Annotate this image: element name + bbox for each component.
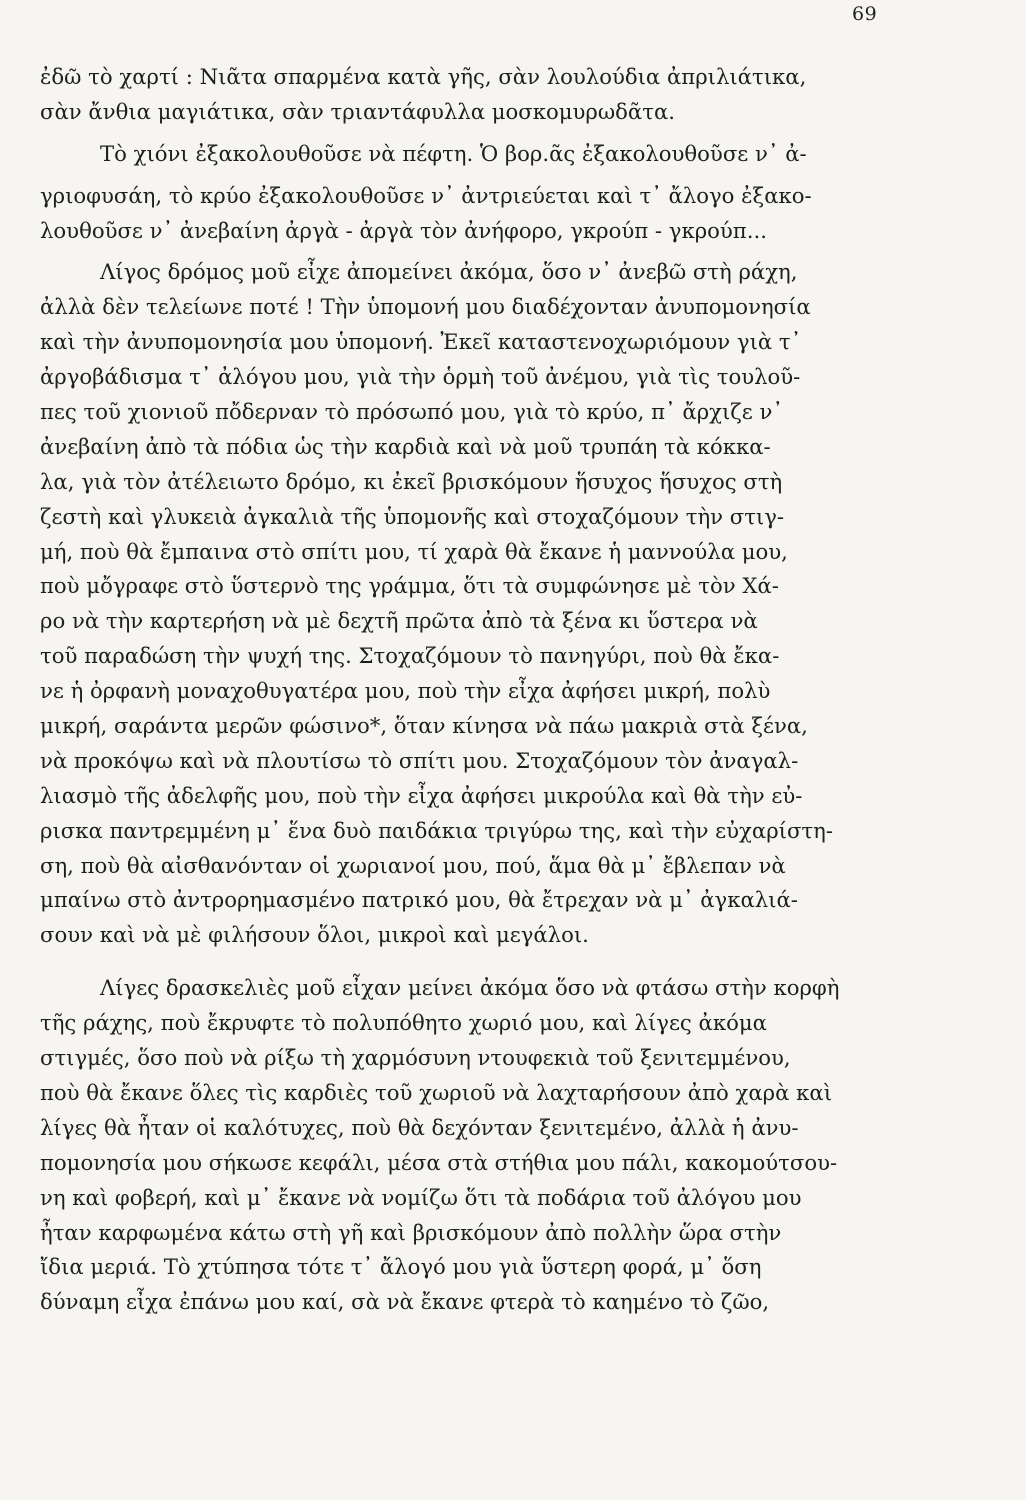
text-line: στιγμές, ὅσο ποὺ νὰ ρίξω τὴ χαρμόσυνη ντουφεκιὰ τοῦ ξενιτεμμένου, — [40, 1045, 791, 1071]
text-line: ζεστὴ καὶ γλυκειὰ ἀγκαλιὰ τῆς ὑπομονῆς καὶ στοχαζόμουν τὴν στιγ- — [40, 503, 785, 529]
text-line: ἀργοβάδισμα τ᾿ ἀλόγου μου, γιὰ τὴν ὁρμὴ τοῦ ἀνέμου, γιὰ τὶς τουλοῦ- — [40, 364, 801, 390]
text-line: μπαίνω στὸ ἀντρορημασμένο πατρικό μου, θὰ ἔτρεχαν νὰ μ᾿ ἀγκαλιά- — [40, 887, 798, 913]
text-line: ἦταν καρφωμένα κάτω στὴ γῆ καὶ βρισκόμουν ἀπὸ πολλὴν ὥρα στὴν — [40, 1219, 782, 1245]
body-text — [40, 60, 920, 1320]
text-line: νε ἡ ὀρφανὴ μοναχοθυγατέρα μου, ποὺ τὴν εἶχα ἀφήσει μικρή, πολὺ — [40, 678, 771, 704]
text-line: τοῦ παραδώση τὴν ψυχή της. Στοχαζόμουν τὸ πανηγύρι, ποὺ θὰ ἔκα- — [40, 643, 780, 669]
text-line: νη καὶ φοβερή, καὶ μ᾿ ἔκανε νὰ νομίζω ὅτι τὰ ποδάρια τοῦ ἀλόγου μου — [40, 1184, 802, 1210]
text-line: πομονησία μου σήκωσε κεφάλι, μέσα στὰ στήθια μου πάλι, κακομούτσου- — [40, 1149, 838, 1175]
text-line: ἀνεβαίνη ἀπὸ τὰ πόδια ὡς τὴν καρδιὰ καὶ νὰ μοῦ τρυπάη τὰ κόκκα- — [40, 433, 771, 459]
text-line: λουθοῦσε ν᾿ ἀνεβαίνη ἀργὰ - ἀργὰ τὸν ἀνήφορο, γκρούπ - γκρούπ... — [40, 217, 767, 243]
text-line: ρο νὰ τὴν καρτερήση νὰ μὲ δεχτῆ πρῶτα ἀπὸ τὰ ξένα κι ὕστερα νὰ — [40, 608, 758, 634]
page-number: 69 — [852, 3, 878, 25]
text-line: νὰ προκόψω καὶ νὰ πλουτίσω τὸ σπίτι μου. Στοχαζόμουν τὸν ἀναγαλ- — [40, 747, 799, 773]
text-line: μή, ποὺ θὰ ἔμπαινα στὸ σπίτι μου, τί χαρὰ θὰ ἔκανε ἡ μαννούλα μου, — [40, 538, 788, 564]
text-line: σὰν ἄνθια μαγιάτικα, σὰν τριαντάφυλλα μοσκομυρωδᾶτα. — [40, 98, 675, 124]
text-line: δύναμη εἶχα ἐπάνω μου καί, σὰ νὰ ἔκανε φτερὰ τὸ καημένο τὸ ζῶο, — [40, 1289, 770, 1315]
text-line: λίγες θὰ ἦταν οἱ καλότυχες, ποὺ θὰ δεχόνταν ξενιτεμένο, ἀλλὰ ἡ ἀνυ- — [40, 1114, 799, 1140]
text-line: τῆς ράχης, ποὺ ἔκρυφτε τὸ πολυπόθητο χωριό μου, καὶ λίγες ἀκόμα — [40, 1010, 767, 1036]
text-line: ἴδια μεριά. Τὸ χτύπησα τότε τ᾿ ἄλογό μου γιὰ ὕστερη φορά, μ᾿ ὅση — [40, 1254, 762, 1280]
paragraph-start-line: Λίγος δρόμος μοῦ εἶχε ἀπομείνει ἀκόμα, ὅσο ν᾿ ἀνεβῶ στὴ ράχη, — [100, 259, 798, 285]
text-line: πες τοῦ χιονιοῦ πὄδερναν τὸ πρόσωπό μου, γιὰ τὸ κρύο, π᾿ ἄρχιζε ν᾿ — [40, 399, 783, 425]
text-line: καὶ τὴν ἀνυπομονησία μου ὑπομονή. Ἐκεῖ καταστενοχωριόμουν γιὰ τ᾿ — [40, 329, 802, 355]
text-line: ποὺ μὄγραφε στὸ ὕστερνὸ της γράμμα, ὅτι τὰ συμφώνησε μὲ τὸν Χά- — [40, 573, 779, 599]
text-line: ποὺ θὰ ἔκανε ὅλες τὶς καρδιὲς τοῦ χωριοῦ νὰ λαχταρήσουν ἀπὸ χαρὰ καὶ — [40, 1079, 832, 1105]
text-line: σουν καὶ νὰ μὲ φιλήσουν ὅλοι, μικροὶ καὶ μεγάλοι. — [40, 922, 589, 948]
text-line: λα, γιὰ τὸν ἀτέλειωτο δρόμο, κι ἐκεῖ βρισκόμουν ἥσυχος ἥσυχος στὴ — [40, 468, 783, 494]
text-line: ἀλλὰ δὲν τελείωνε ποτέ ! Τὴν ὑπομονή μου διαδέχονταν ἀνυπομονησία — [40, 294, 811, 320]
text-line: γριοφυσάη, τὸ κρύο ἐξακολουθοῦσε ν᾿ ἀντριεύεται καὶ τ᾿ ἄλογο ἐξακο- — [40, 182, 812, 208]
paragraph-start-line: Λίγες δρασκελιὲς μοῦ εἶχαν μείνει ἀκόμα ὅσο νὰ φτάσω στὴν κορφὴ — [100, 975, 840, 1001]
text-line: μικρή, σαράντα μερῶν φώσινο*, ὅταν κίνησα νὰ πάω μακριὰ στὰ ξένα, — [40, 713, 808, 739]
text-line: ση, ποὺ θὰ αἰσθανόνταν οἱ χωριανοί μου, πού, ἅμα θὰ μ᾿ ἔβλεπαν νὰ — [40, 852, 786, 878]
text-line: λιασμὸ τῆς ἀδελφῆς μου, ποὺ τὴν εἶχα ἀφήσει μικρούλα καὶ θὰ τὴν εὐ- — [40, 782, 803, 808]
text-line: ρισκα παντρεμμένη μ᾿ ἕνα δυὸ παιδάκια τριγύρω της, καὶ τὴν εὐχαρίστη- — [40, 817, 833, 843]
text-line: ἐδῶ τὸ χαρτί : Νιᾶτα σπαρμένα κατὰ γῆς, σὰν λουλούδια ἀπριλιάτικα, — [40, 64, 807, 89]
paragraph-start-line: Τὸ χιόνι ἐξακολουθοῦσε νὰ πέφτη. Ὁ βορ.ᾶς ἐξακολουθοῦσε ν᾿ ἀ- — [100, 140, 807, 166]
